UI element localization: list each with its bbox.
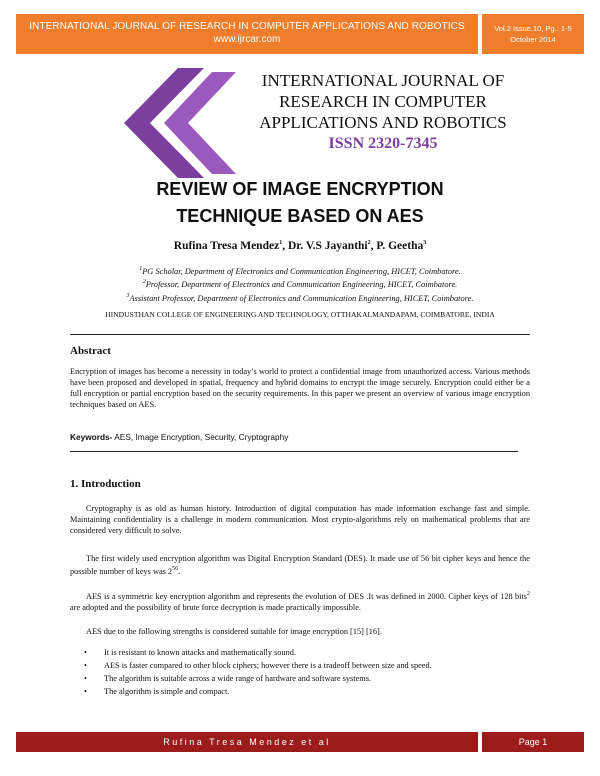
affiliation-3 xyxy=(60,291,540,304)
paper-title-line-1: REVIEW OF IMAGE ENCRYPTION xyxy=(156,179,444,199)
author-3-sup: 3 xyxy=(423,240,427,247)
author-2-sup: 2 xyxy=(367,240,371,247)
section-heading-introduction: 1. Introduction xyxy=(70,478,141,490)
issn: ISSN 2320-7345 xyxy=(328,135,438,152)
author-2: Dr. V.S Jayanthi xyxy=(287,240,368,252)
masthead-line-2: RESEARCH IN COMPUTER xyxy=(279,92,487,111)
volume-info: Vol.2 Issue.10, Pg.: 1-5 xyxy=(494,24,572,33)
affiliation-2-text: Professor, Department of Electronics and Communication Engineering, HICET, Coimbatore. xyxy=(145,280,458,290)
paper-title xyxy=(60,176,540,230)
bullet-icon: • xyxy=(84,661,87,670)
intro-paragraph-3-end: are adopted and the possibility of brute force decryption is made practically impossible. xyxy=(70,602,361,612)
keywords xyxy=(70,432,530,442)
issue-info xyxy=(482,14,584,54)
affiliation-1-text: PG Scholar, Department of Electronics and Communication Engineering, HICET, Coimbatore. xyxy=(142,266,461,276)
keywords-list: AES, Image Encryption, Security, Cryptography xyxy=(112,432,289,442)
list-item-text: The algorithm is suitable across a wide range of hardware and software systems. xyxy=(104,674,372,683)
keywords-label: Keywords- xyxy=(70,432,113,442)
divider xyxy=(70,334,530,335)
list-item xyxy=(84,646,524,659)
abstract-heading: Abstract xyxy=(70,345,111,357)
list-item-text: It is resistant to known attacks and mathematically sound. xyxy=(104,648,296,657)
page-number: Page 1 xyxy=(482,732,584,752)
footer-author: Rufina Tresa Mendez et al xyxy=(16,732,478,752)
journal-logo xyxy=(120,68,238,178)
author-list: Rufina Tresa Mendez$^1$, Dr. V.S Jayanthi$^2$, P. Geetha$^3$ xyxy=(173,240,427,252)
intro-paragraph-2-end: . xyxy=(178,566,181,576)
issue-date: October 2014 xyxy=(510,35,556,44)
masthead-line-3: APPLICATIONS AND ROBOTICS xyxy=(259,113,507,132)
journal-header xyxy=(16,14,584,54)
intro-paragraph-2-sup: 56 xyxy=(172,566,179,572)
affiliation-3-sup: 3 xyxy=(126,292,130,299)
author-1-sup: 1 xyxy=(279,240,283,247)
abstract-text: Encryption of images has become a necessity in today’s world to protect a confidential image from unauthorized access. Various methods have been proposed and developed in spatial, frequency and hybrid domains to encrypt the image securely. Encryption could either be a full encryption or partial encryption based on the security requirements. In this paper we present an overview of various image encryption techniques based on AES. xyxy=(70,367,530,409)
affiliations xyxy=(60,264,540,304)
journal-website[interactable]: www.ijrcar.com xyxy=(213,34,281,45)
journal-masthead xyxy=(248,70,518,153)
list-item-text: AES is faster compared to other block ciphers; however there is a tradeoff between size and speed. xyxy=(104,661,432,670)
strengths-list xyxy=(84,646,524,698)
page-footer xyxy=(16,732,584,752)
affiliation-1 xyxy=(60,264,540,277)
intro-paragraph-4: AES due to the following strengths is considered suitable for image encryption [15] [16]. xyxy=(86,627,382,636)
author-1: Rufina Tresa Mendez xyxy=(173,240,280,252)
intro-paragraph-3-text: AES is a symmetric key encryption algorithm and represents the evolution of DES .It was defined in 2000. Cipher keys of 128 bits xyxy=(86,591,527,601)
intro-paragraph-1: Cryptography is as old as human history. Introduction of digital computation has made information exchange fast and simple. Maintaining confidentiality is a challenge in modern communication. Most crypto-algorithms rely on mathematical problems that are considered very difficult to solve. xyxy=(70,504,530,535)
bullet-icon: • xyxy=(84,674,87,683)
author-3: P. Geetha xyxy=(376,240,424,252)
affiliation-3-text: Assistant Professor, Department of Electronics and Communication Engineering, HICET, Coimbatore. xyxy=(129,293,474,303)
intro-paragraph-2 xyxy=(70,553,530,577)
intro-paragraph-2-text: The first widely used encryption algorithm was Digital Encryption Standard (DES). It made use of 56 bit cipher keys and hence the possible number of keys was 2 xyxy=(70,554,530,576)
masthead-line-1: INTERNATIONAL JOURNAL OF xyxy=(261,71,505,90)
bullet-icon: • xyxy=(84,648,87,657)
affiliation-2-sup: 2 xyxy=(142,279,146,286)
divider xyxy=(70,451,518,452)
college-name: HINDUSTHAN COLLEGE OF ENGINEERING AND TECHNOLOGY, OTTHAKALMANDAPAM, COIMBATORE, INDIA xyxy=(105,310,495,319)
intro-paragraph-3 xyxy=(70,589,530,613)
list-item xyxy=(84,672,524,685)
list-item xyxy=(84,685,524,698)
paper-title-line-2: TECHNIQUE BASED ON AES xyxy=(176,206,424,226)
journal-header-title: INTERNATIONAL JOURNAL OF RESEARCH IN COMPUTER APPLICATIONS AND ROBOTICS xyxy=(29,21,465,32)
bullet-icon: • xyxy=(84,687,87,696)
affiliation-2 xyxy=(60,277,540,290)
intro-paragraph-3-sup: 2 xyxy=(527,591,530,597)
list-item xyxy=(84,659,524,672)
list-item-text: The algorithm is simple and compact. xyxy=(104,687,230,696)
journal-header-main xyxy=(16,14,478,54)
affiliation-1-sup: 1 xyxy=(139,266,143,272)
